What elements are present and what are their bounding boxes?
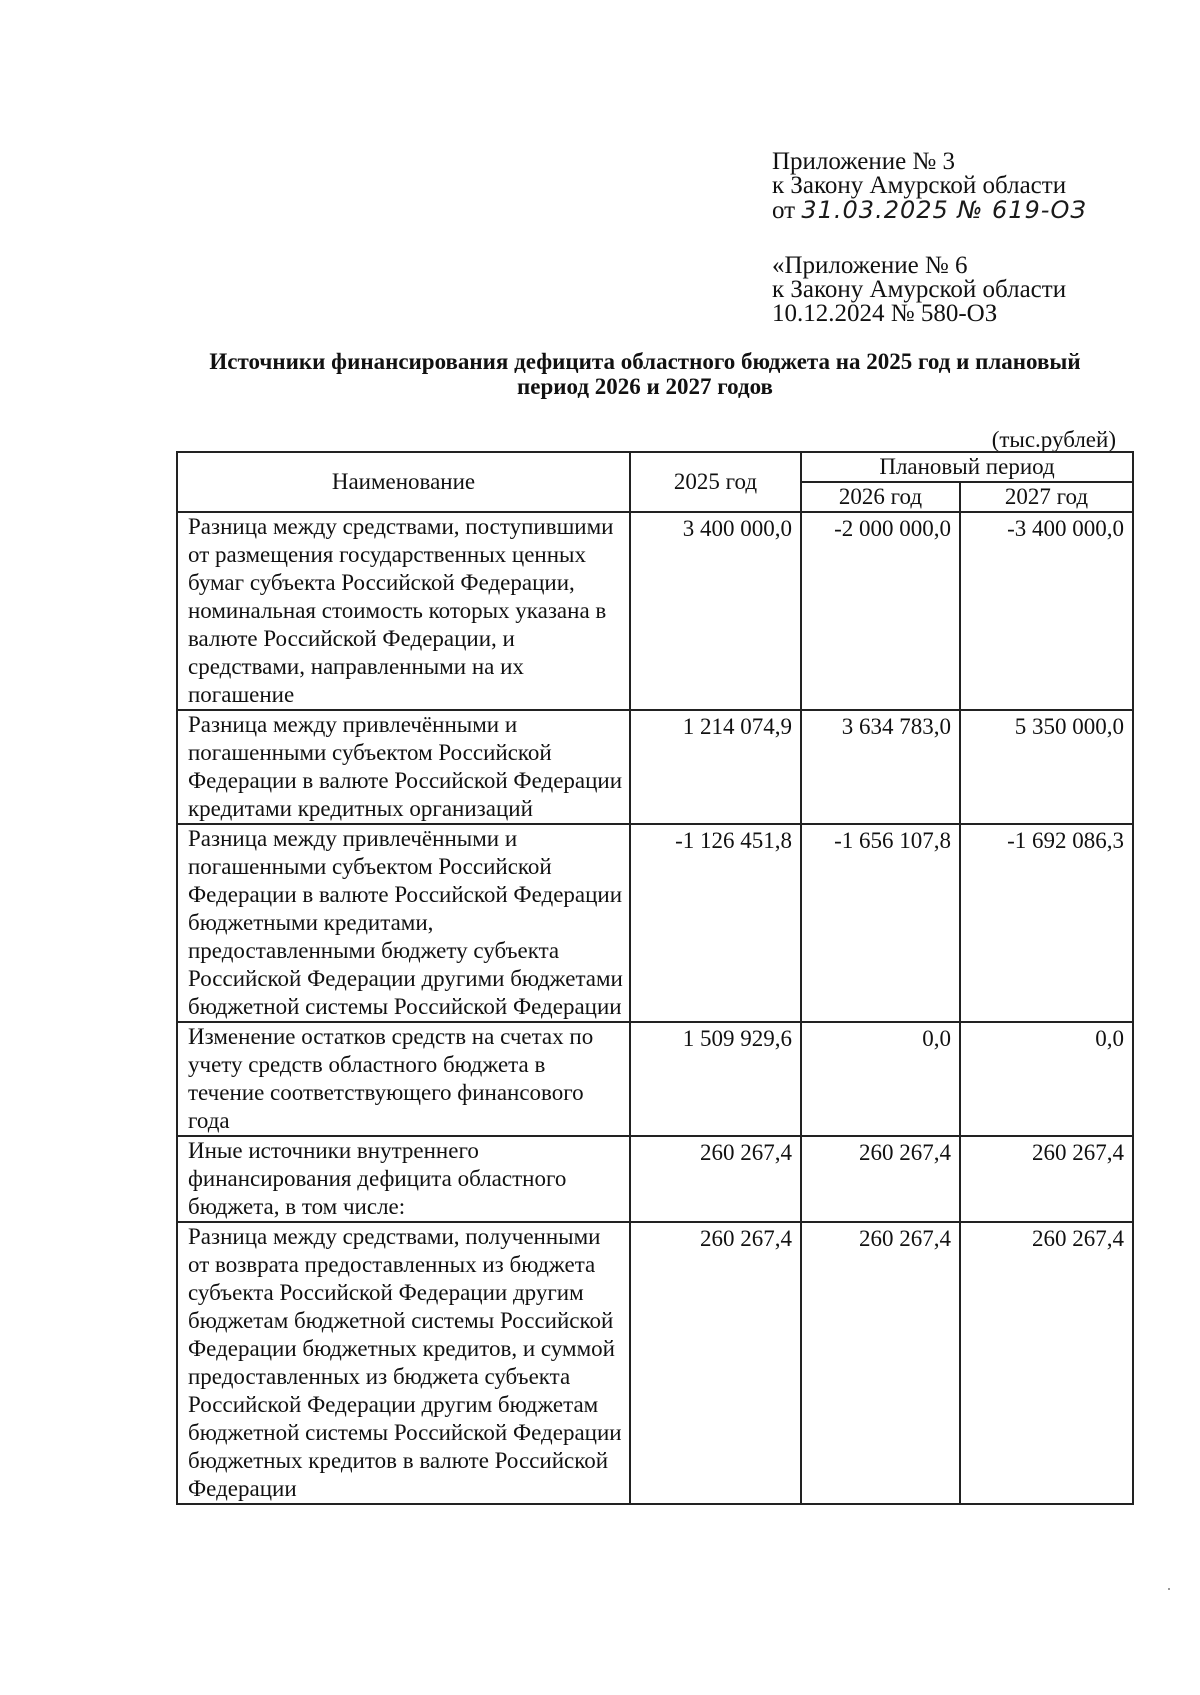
scan-speck bbox=[1168, 1588, 1170, 1590]
row-value-2026: 260 267,4 bbox=[801, 1136, 960, 1222]
table-row bbox=[177, 824, 1133, 1022]
previous-law-date-number: 10.12.2024 № 580-ОЗ bbox=[772, 300, 998, 327]
document-title-line-1: Источники финансирования дефицита областного бюджета на 2025 год и плановый bbox=[209, 349, 1081, 374]
header-planned-period: Плановый период bbox=[801, 452, 1133, 482]
row-value-2025: 260 267,4 bbox=[630, 1222, 801, 1504]
previous-appendix-header bbox=[772, 254, 1152, 326]
row-value-2025: 1 509 929,6 bbox=[630, 1022, 801, 1136]
row-name: Разница между привлечёнными и погашенными субъектом Российской Федерации в валюте Российской Федерации кредитами кредитных организаций bbox=[177, 710, 630, 824]
previous-appendix-label: «Приложение № 6 bbox=[772, 252, 968, 279]
row-name: Иные источники внутреннего финансирования дефицита областного бюджета, в том числе: bbox=[177, 1136, 630, 1222]
row-value-2026: 3 634 783,0 bbox=[801, 710, 960, 824]
row-value-2027: -1 692 086,3 bbox=[960, 824, 1133, 1022]
row-value-2027: 260 267,4 bbox=[960, 1136, 1133, 1222]
row-value-2025: -1 126 451,8 bbox=[630, 824, 801, 1022]
row-value-2027: -3 400 000,0 bbox=[960, 512, 1133, 710]
table-row bbox=[177, 710, 1133, 824]
row-value-2025: 3 400 000,0 bbox=[630, 512, 801, 710]
row-name: Изменение остатков средств на счетах по учету средств областного бюджета в течение соответствующего финансового года bbox=[177, 1022, 630, 1136]
row-value-2026: -2 000 000,0 bbox=[801, 512, 960, 710]
row-value-2026: 260 267,4 bbox=[801, 1222, 960, 1504]
table-row bbox=[177, 1222, 1133, 1504]
document-title bbox=[150, 349, 1140, 399]
law-reference: к Закону Амурской области bbox=[772, 172, 1067, 199]
row-value-2025: 260 267,4 bbox=[630, 1136, 801, 1222]
row-value-2027: 260 267,4 bbox=[960, 1222, 1133, 1504]
row-value-2027: 5 350 000,0 bbox=[960, 710, 1133, 824]
financing-sources-table bbox=[176, 451, 1134, 1505]
table-header-row bbox=[177, 452, 1133, 482]
appendix-label: Приложение № 3 bbox=[772, 148, 956, 175]
table-row bbox=[177, 1136, 1133, 1222]
handwritten-date-number: 31.03.2025 № 619-ОЗ bbox=[801, 196, 1087, 224]
header-year-2026: 2026 год bbox=[801, 482, 960, 512]
header-year-2025: 2025 год bbox=[630, 452, 801, 512]
row-value-2026: -1 656 107,8 bbox=[801, 824, 960, 1022]
header-year-2027: 2027 год bbox=[960, 482, 1133, 512]
row-value-2025: 1 214 074,9 bbox=[630, 710, 801, 824]
table-row bbox=[177, 1022, 1133, 1136]
row-name: Разница между средствами, полученными от возврата предоставленных из бюджета субъекта Российской Федерации другим бюджетам бюджетной системы Российской Федерации бюджетных кредитов, и суммой предоставленных из бюджета субъекта Российской Федерации другим бюджетам бюджетной системы Российской Федерации бюджетных кредитов в валюте Российской Федерации bbox=[177, 1222, 630, 1504]
header-name: Наименование bbox=[177, 452, 630, 512]
appendix-header bbox=[772, 150, 1152, 223]
table-row bbox=[177, 512, 1133, 710]
date-prefix: от bbox=[772, 197, 796, 224]
law-date-line bbox=[772, 198, 1152, 223]
previous-law-reference: к Закону Амурской области bbox=[772, 276, 1067, 303]
row-value-2027: 0,0 bbox=[960, 1022, 1133, 1136]
document-title-line-2: период 2026 и 2027 годов bbox=[517, 374, 773, 399]
units-label: (тыс.рублей) bbox=[991, 427, 1116, 452]
row-name: Разница между средствами, поступившими от размещения государственных ценных бумаг субъекта Российской Федерации, номинальная стоимость которых указана в валюте Российской Федерации, и средствами, направленными на их погашение bbox=[177, 512, 630, 710]
row-value-2026: 0,0 bbox=[801, 1022, 960, 1136]
row-name: Разница между привлечёнными и погашенными субъектом Российской Федерации в валюте Российской Федерации бюджетными кредитами, предоставленными бюджету субъекта Российской Федерации другими бюджетами бюджетной системы Российской Федерации bbox=[177, 824, 630, 1022]
